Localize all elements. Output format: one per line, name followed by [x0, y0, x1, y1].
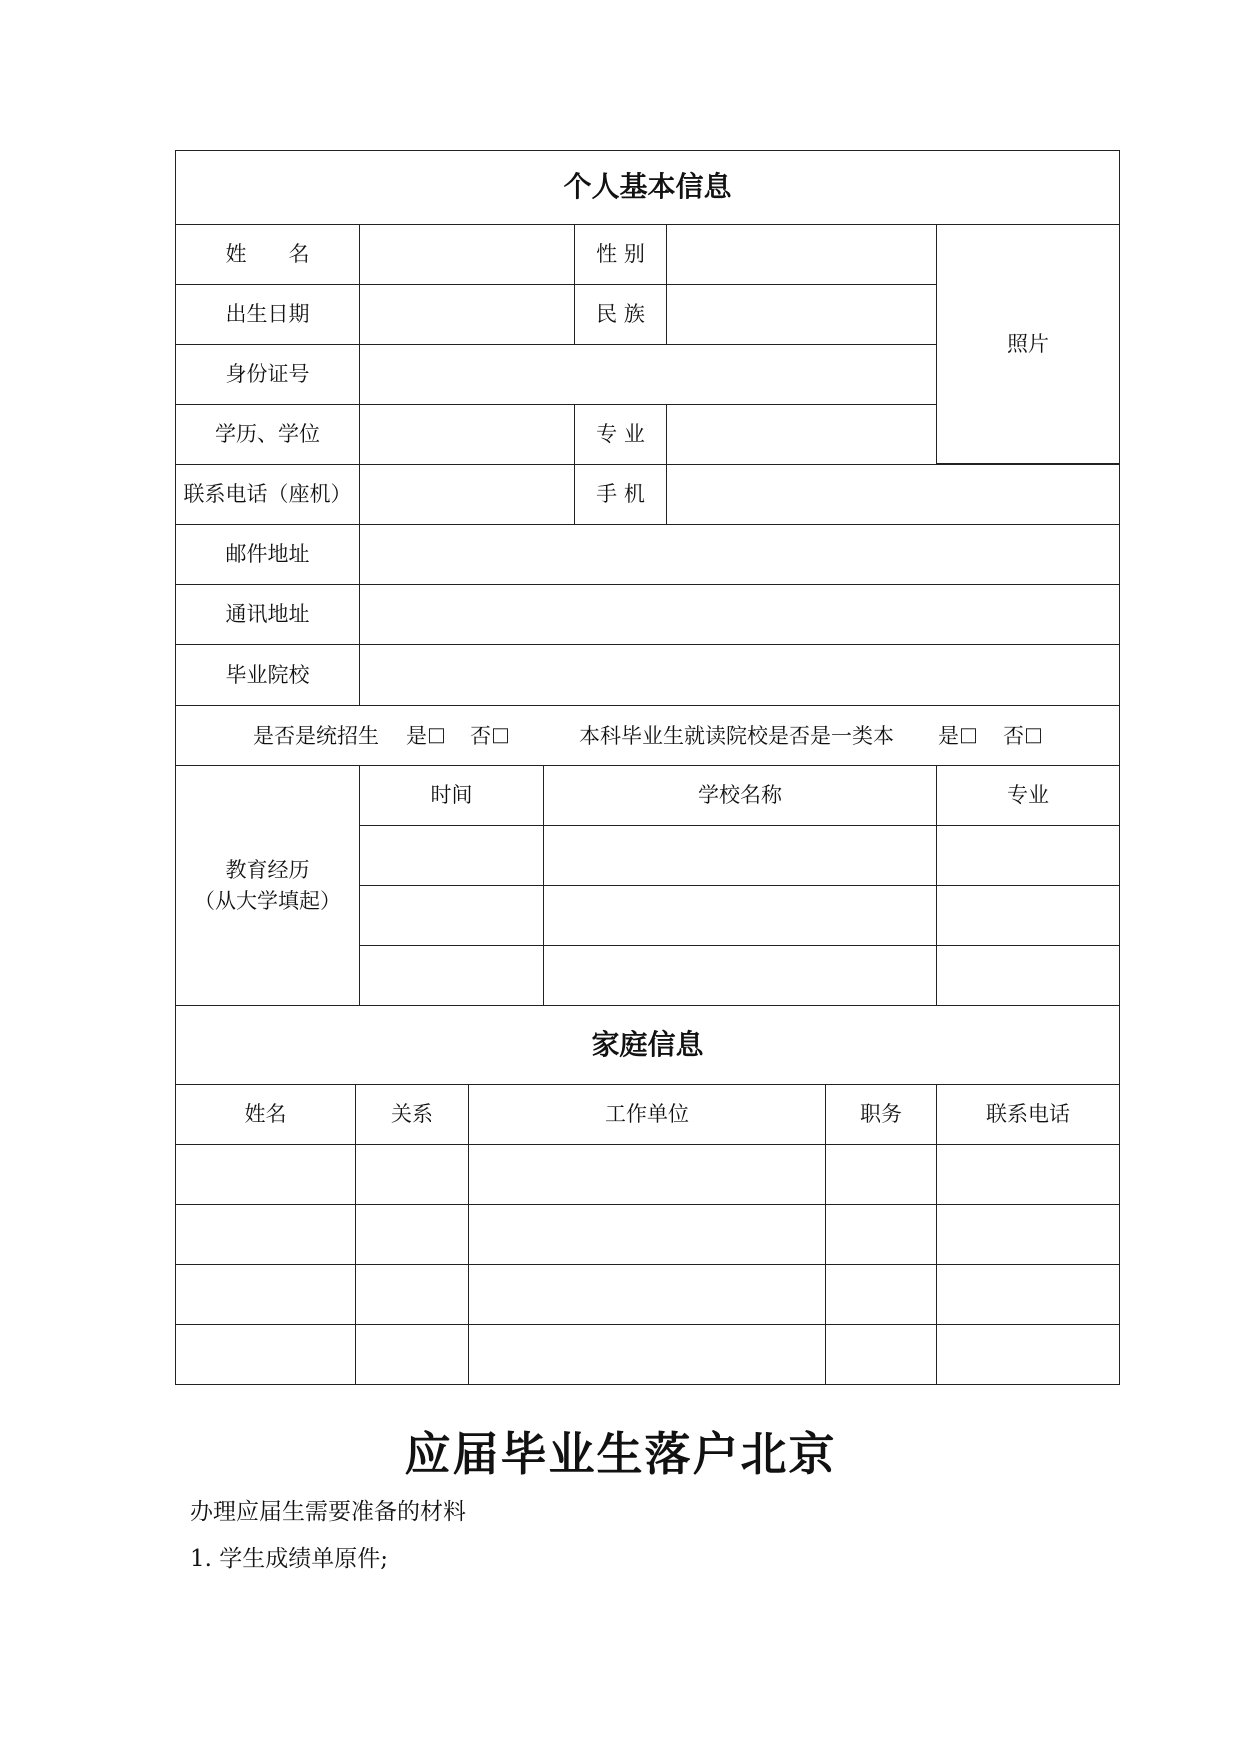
- family-row-3-name[interactable]: [175, 1264, 356, 1325]
- mobile-label: 手 机: [574, 464, 667, 525]
- education-row-1-time[interactable]: [359, 825, 544, 886]
- tier1-question: 本科毕业生就读院校是否是一类本: [579, 723, 894, 748]
- education-label-line2: （从大学填起）: [194, 888, 341, 913]
- education-header-major: 专业: [936, 765, 1120, 826]
- address-label: 通讯地址: [175, 584, 360, 645]
- major-field[interactable]: [666, 404, 937, 465]
- id-field[interactable]: [359, 344, 937, 405]
- photo-box[interactable]: 照片: [936, 224, 1120, 464]
- tier1-no-label: 否: [1003, 723, 1024, 748]
- id-label: 身份证号: [175, 344, 360, 405]
- education-row-1-major[interactable]: [936, 825, 1120, 886]
- family-row-2-position[interactable]: [825, 1204, 937, 1265]
- major-label: 专 业: [574, 404, 667, 465]
- ethnic-field[interactable]: [666, 284, 937, 345]
- family-row-1-name[interactable]: [175, 1144, 356, 1205]
- birth-label: 出生日期: [175, 284, 360, 345]
- tier1-no-option[interactable]: [1003, 720, 1024, 750]
- family-row-1-employer[interactable]: [468, 1144, 826, 1205]
- enrollment-check-row: [175, 705, 1120, 766]
- education-row-2-time[interactable]: [359, 885, 544, 946]
- family-row-2-employer[interactable]: [468, 1204, 826, 1265]
- school-label: 毕业院校: [175, 644, 360, 706]
- education-label-line1: 教育经历: [225, 858, 310, 883]
- birth-field[interactable]: [359, 284, 575, 345]
- family-header-phone: 联系电话: [936, 1084, 1120, 1145]
- email-label: 邮件地址: [175, 524, 360, 585]
- name-field[interactable]: [359, 224, 575, 285]
- gender-field[interactable]: [666, 224, 937, 285]
- family-info-title: 家庭信息: [175, 1005, 1120, 1085]
- unified-question: 是否是统招生: [253, 723, 379, 748]
- unified-yes-label: 是: [406, 723, 427, 748]
- family-row-4-name[interactable]: [175, 1324, 356, 1385]
- education-row-2-school[interactable]: [543, 885, 937, 946]
- family-row-1-relation[interactable]: [355, 1144, 469, 1205]
- family-row-3-employer[interactable]: [468, 1264, 826, 1325]
- document-intro: 办理应届生需要准备的材料: [190, 1499, 466, 1525]
- family-row-3-phone[interactable]: [936, 1264, 1120, 1325]
- education-row-1-school[interactable]: [543, 825, 937, 886]
- unified-yes-option[interactable]: [406, 720, 427, 750]
- family-header-relation: 关系: [355, 1084, 469, 1145]
- family-row-1-position[interactable]: [825, 1144, 937, 1205]
- education-row-2-major[interactable]: [936, 885, 1120, 946]
- ethnic-label: 民 族: [574, 284, 667, 345]
- degree-label: 学历、学位: [175, 404, 360, 465]
- education-row-3-major[interactable]: [936, 945, 1120, 1006]
- degree-field[interactable]: [359, 404, 575, 465]
- gender-label: 性 别: [574, 224, 667, 285]
- family-row-4-relation[interactable]: [355, 1324, 469, 1385]
- education-row-3-time[interactable]: [359, 945, 544, 1006]
- landline-field[interactable]: [359, 464, 575, 525]
- landline-label: 联系电话（座机）: [175, 464, 360, 525]
- family-header-name: 姓名: [175, 1084, 356, 1145]
- personal-info-title: 个人基本信息: [175, 150, 1120, 225]
- tier1-no-checkbox[interactable]: [1026, 728, 1041, 743]
- family-header-employer: 工作单位: [468, 1084, 826, 1145]
- document-item-1: 1. 学生成绩单原件;: [190, 1546, 389, 1572]
- family-row-2-name[interactable]: [175, 1204, 356, 1265]
- family-row-4-employer[interactable]: [468, 1324, 826, 1385]
- address-field[interactable]: [359, 584, 1120, 645]
- unified-no-option[interactable]: [470, 720, 491, 750]
- document-title: 应届毕业生落户北京: [404, 1427, 837, 1481]
- tier1-yes-checkbox[interactable]: [961, 728, 976, 743]
- education-label: [175, 765, 360, 1006]
- tier1-yes-label: 是: [938, 723, 959, 748]
- education-row-3-school[interactable]: [543, 945, 937, 1006]
- family-row-3-relation[interactable]: [355, 1264, 469, 1325]
- tier1-yes-option[interactable]: [938, 720, 959, 750]
- unified-yes-checkbox[interactable]: [429, 728, 444, 743]
- email-field[interactable]: [359, 524, 1120, 585]
- family-row-1-phone[interactable]: [936, 1144, 1120, 1205]
- unified-no-checkbox[interactable]: [493, 728, 508, 743]
- family-row-2-relation[interactable]: [355, 1204, 469, 1265]
- family-row-4-position[interactable]: [825, 1324, 937, 1385]
- education-header-time: 时间: [359, 765, 544, 826]
- school-field[interactable]: [359, 644, 1120, 706]
- unified-no-label: 否: [470, 723, 491, 748]
- name-label: 姓 名: [175, 224, 360, 285]
- mobile-field[interactable]: [666, 464, 1120, 525]
- family-row-2-phone[interactable]: [936, 1204, 1120, 1265]
- education-header-school: 学校名称: [543, 765, 937, 826]
- family-row-3-position[interactable]: [825, 1264, 937, 1325]
- family-row-4-phone[interactable]: [936, 1324, 1120, 1385]
- family-header-position: 职务: [825, 1084, 937, 1145]
